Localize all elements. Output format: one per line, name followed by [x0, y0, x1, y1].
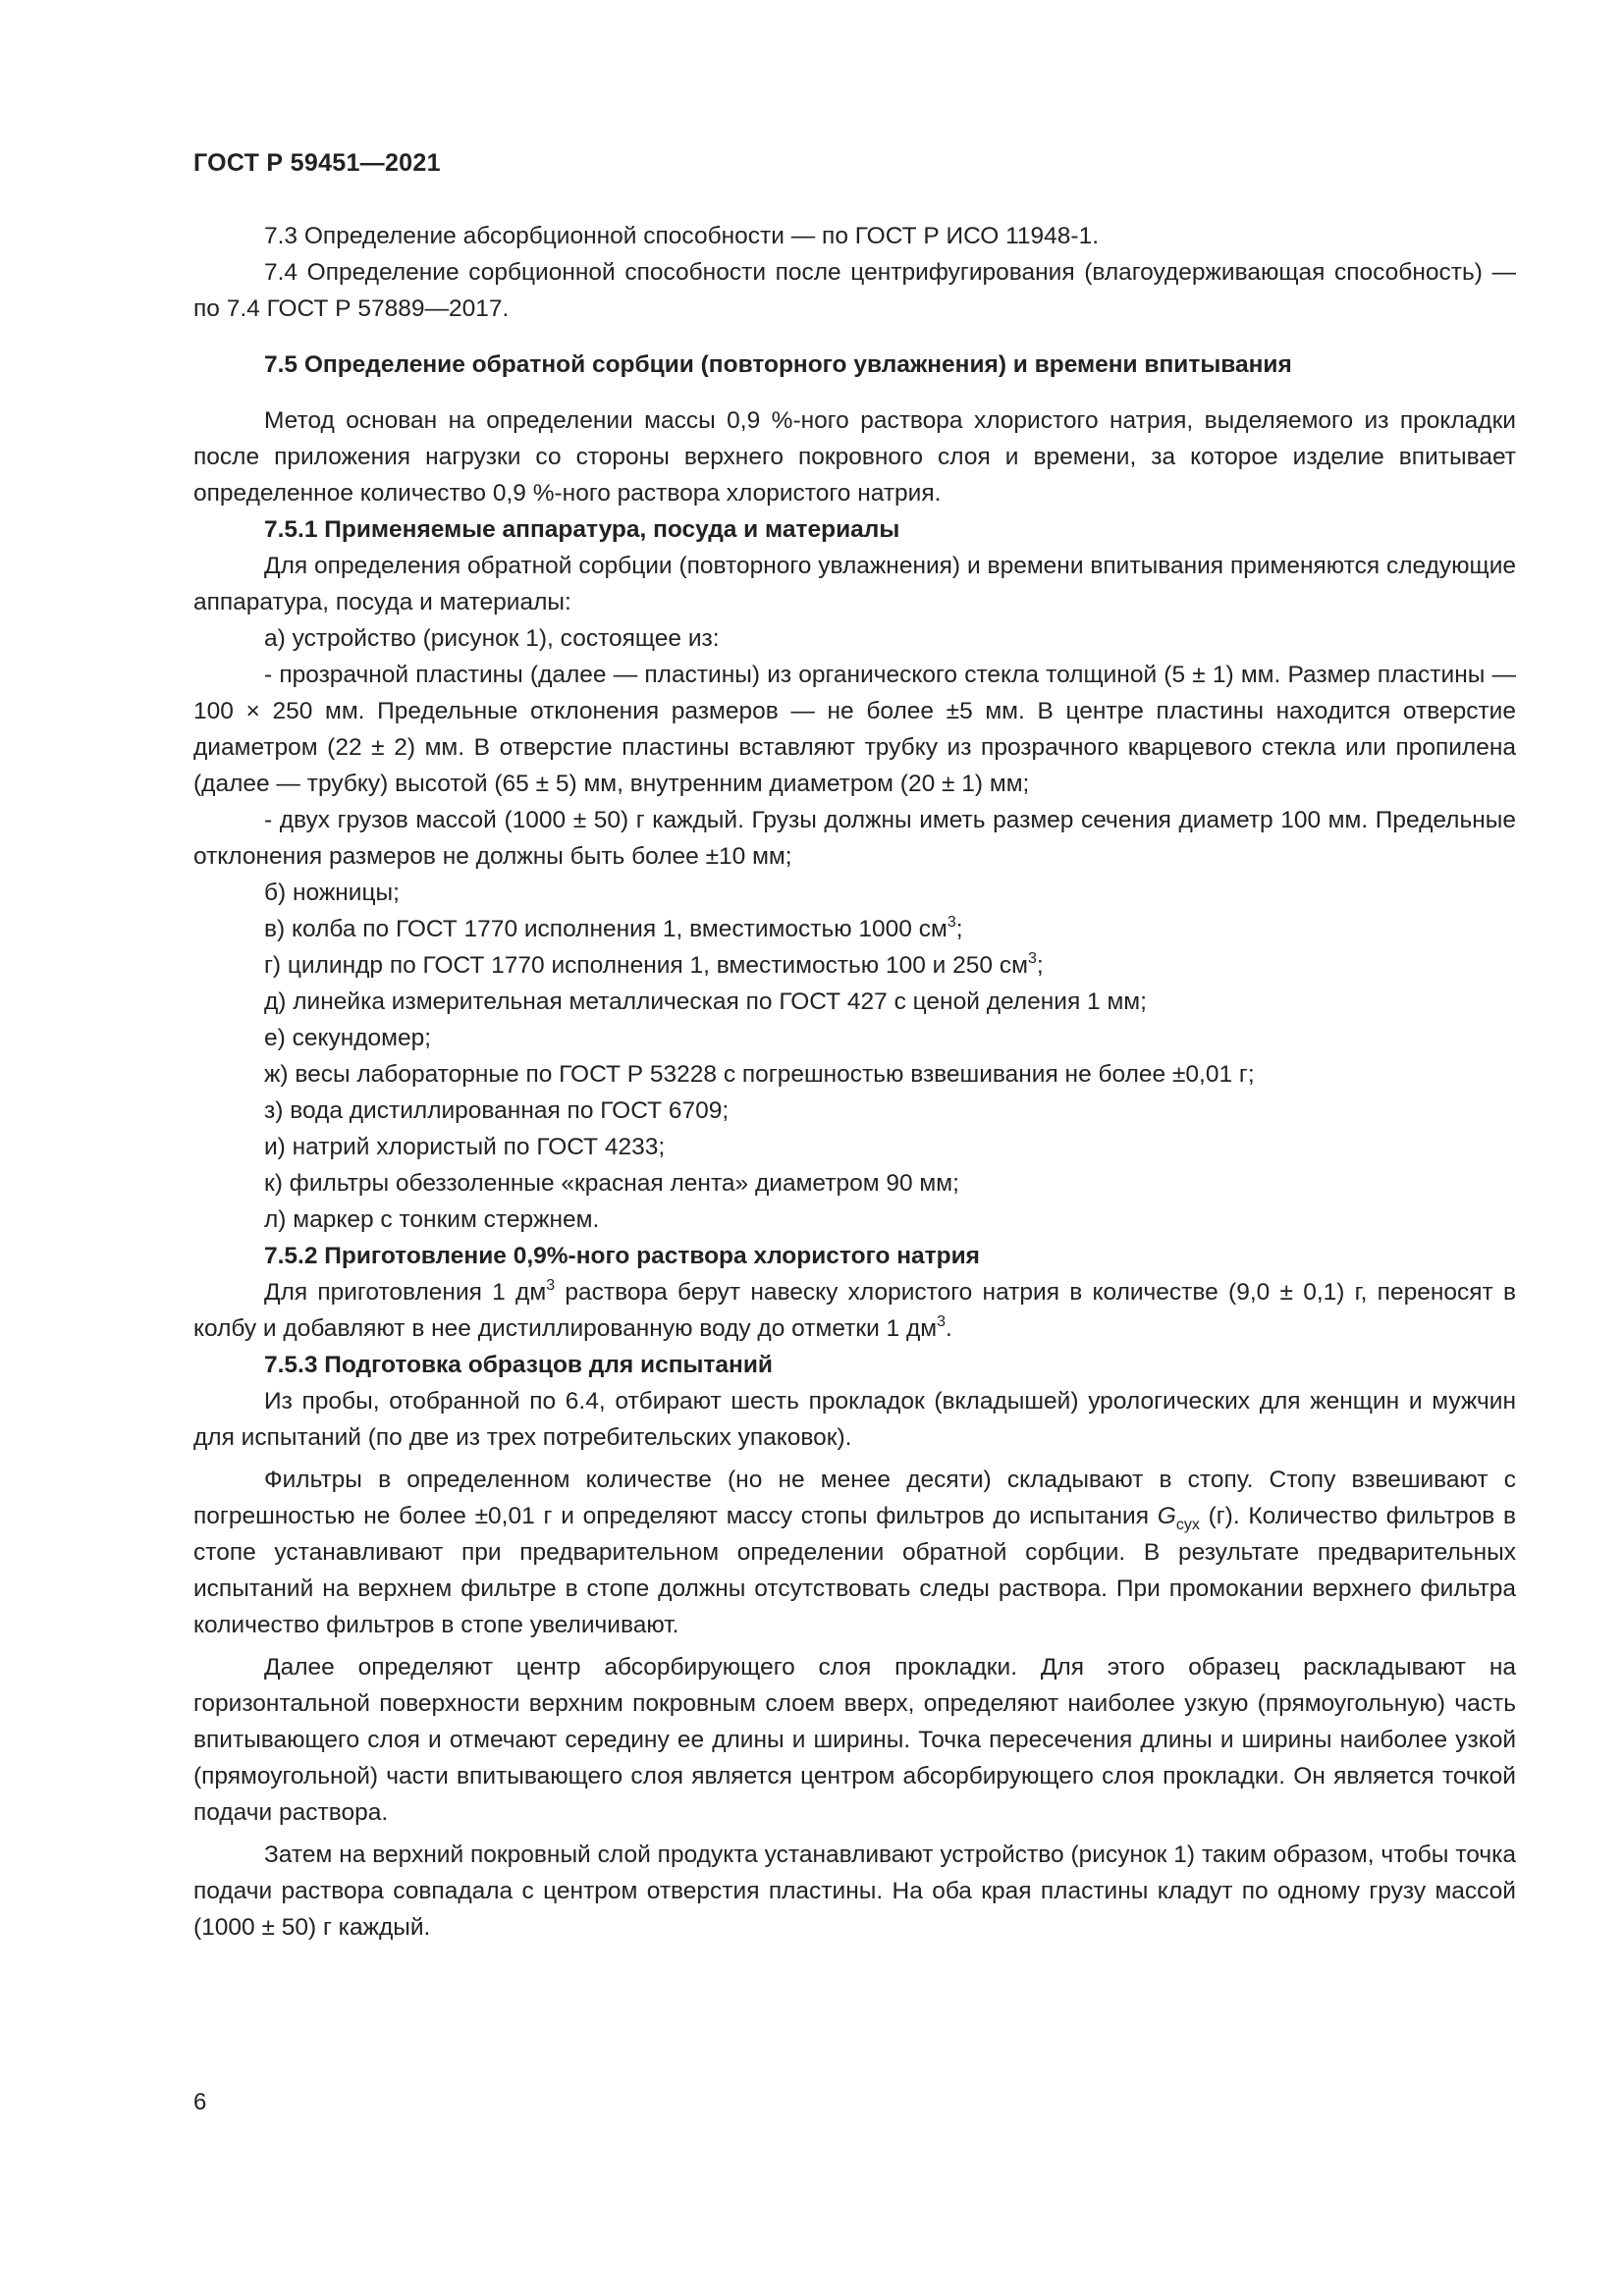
paragraph-7-3: 7.3 Определение абсорбционной способности — по ГОСТ Р ИСО 11948-1. [264, 223, 1100, 249]
list-item-l: л) маркер с тонким стержнем. [264, 1206, 600, 1233]
paragraph-7-4: 7.4 Определение сорбционной способности после центрифугирования (влагоудерживающая способность) — по 7.4 ГОСТ Р 57889—2017. [193, 259, 1516, 322]
section-7-5-1-intro: Для определения обратной сорбции (повторного увлажнения) и времени впитывания применяются следующие аппаратура, посуда и материалы: [193, 553, 1516, 615]
list-dash-plate: - прозрачной пластины (далее — пластины) из органического стекла толщиной (5 ± 1) мм. Размер пластины — 100 × 250 мм. Предельные отклонения размеров — не более ±5 мм. В центре пластины находится отверстие диаметром (22 ± 2) мм. В отверстие пластины вставляют трубку из прозрачного кварцевого стекла или пропилена (далее — трубку) высотой (65 ± 5) мм, внутренним диаметром (20 ± 1) мм; [193, 662, 1516, 797]
list-item-z: з) вода дистиллированная по ГОСТ 6709; [264, 1097, 730, 1124]
list-item-e: е) секундомер; [264, 1025, 432, 1051]
document-body [193, 218, 1516, 1946]
section-7-5-3-para-2: Фильтры в определенном количестве (но не менее десяти) складывают в стопу. Стопу взвешивают с погрешностью не более ±0,01 г и определяют массу стопы фильтров до испытания $G_{сух}$ (г). Количество фильтров в стопе устанавливают при предварительном определении обратной сорбции. В результате предварительных испытаний на верхнем фильтре в стопе должны отсутствовать следы раствора. При промокании верхнего фильтра количество фильтров в стопе увеличивают. [193, 1467, 1516, 1638]
list-item-g: г) цилиндр по ГОСТ 1770 исполнения 1, вместимостью 100 и 250 $см^3$; [264, 950, 1044, 979]
section-7-5-3-para-3: Далее определяют центр абсорбирующего слоя прокладки. Для этого образец раскладывают на горизонтальной поверхности верхним покровным слоем вверх, определяют наиболее узкую (прямоугольную) часть впитывающего слоя и отмечают середину ее длины и ширины. Точка пересечения длины и ширины наиболее узкой (прямоугольной) части впитывающего слоя является центром абсорбирующего слоя прокладки. Он является точкой подачи раствора. [193, 1654, 1516, 1826]
section-7-5-3-para-1: Из пробы, отобранной по 6.4, отбирают шесть прокладок (вкладышей) урологических для женщин и мужчин для испытаний (по две из трех потребительских упаковок). [193, 1388, 1516, 1451]
section-7-5-intro: Метод основан на определении массы 0,9 %-ного раствора хлористого натрия, выделяемого из прокладки после приложения нагрузки со стороны верхнего покровного слоя и времени, за которое изделие впитывает определенное количество 0,9 %-ного раствора хлористого натрия. [193, 407, 1516, 507]
section-heading-7-5-3: 7.5.3 Подготовка образцов для испытаний [264, 1352, 773, 1378]
page-number: 6 [193, 2089, 207, 2115]
list-item-v: в) колба по ГОСТ 1770 исполнения 1, вместимостью 1000 $см^3$; [264, 914, 963, 942]
list-item-k: к) фильтры обеззоленные «красная лента» диаметром 90 мм; [264, 1170, 959, 1197]
list-dash-weights: - двух грузов массой (1000 ± 50) г каждый. Грузы должны иметь размер сечения диаметр 100 мм. Предельные отклонения размеров не должны быть более ±10 мм; [193, 807, 1516, 870]
section-7-5-2-text: Для приготовления 1 $дм^3$ раствора берут навеску хлористого натрия в количестве (9,0 ± 0,1) г, переносят в колбу и добавляют в нее дистиллированную воду до отметки 1 $дм^3$. [193, 1277, 1516, 1342]
list-item-d: д) линейка измерительная металлическая по ГОСТ 427 с ценой деления 1 мм; [264, 988, 1147, 1015]
section-heading-7-5-1: 7.5.1 Применяемые аппаратура, посуда и материалы [264, 516, 900, 543]
page-header: ГОСТ Р 59451—2021 [193, 149, 441, 177]
list-item-b: б) ножницы; [264, 880, 400, 906]
section-7-5-3-para-4: Затем на верхний покровный слой продукта устанавливают устройство (рисунок 1) таким образом, чтобы точка подачи раствора совпадала с центром отверстия пластины. На оба края пластины кладут по одному грузу массой (1000 ± 50) г каждый. [193, 1842, 1516, 1941]
list-item-i: и) натрий хлористый по ГОСТ 4233; [264, 1134, 666, 1160]
list-item-a: а) устройство (рисунок 1), состоящее из: [264, 625, 720, 652]
section-heading-7-5: 7.5 Определение обратной сорбции (повторного увлажнения) и времени впитывания [264, 351, 1292, 378]
list-item-zh: ж) весы лабораторные по ГОСТ Р 53228 с погрешностью взвешивания не более ±0,01 г; [264, 1061, 1255, 1088]
section-heading-7-5-2: 7.5.2 Приготовление 0,9%-ного раствора хлористого натрия [264, 1243, 980, 1269]
